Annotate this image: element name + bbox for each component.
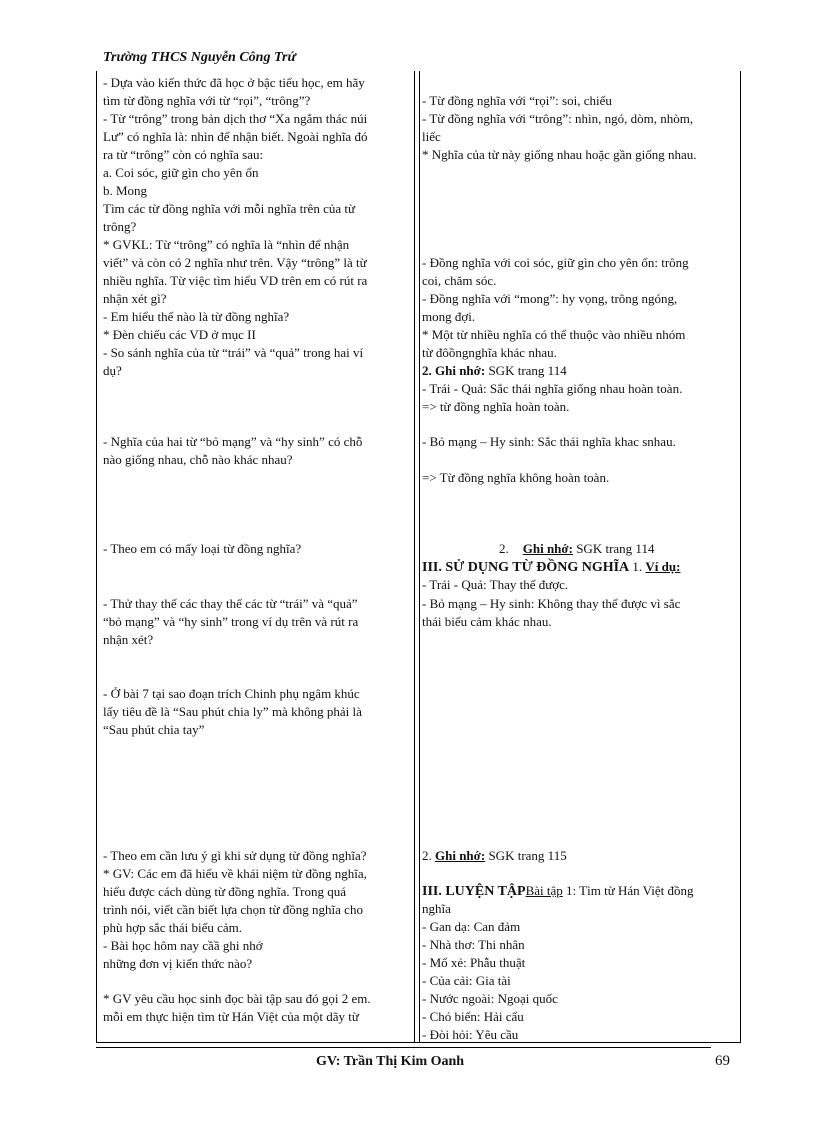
- section-heading-luyen-tap: III. LUYỆN TẬPBài tập 1: Tìm từ Hán Việt đồng: [422, 883, 694, 899]
- student-content-line: - Bỏ mạng – Hy sinh: Không thay thế được vì sắc: [422, 596, 681, 611]
- school-header: Trường THCS Nguyễn Công Trứ: [103, 50, 296, 65]
- exercise-item: - Gan dạ: Can đảm: [422, 919, 521, 934]
- student-content-line: * Nghĩa của từ này giống nhau hoặc gần giống nhau.: [422, 147, 697, 162]
- teacher-activity-line: mỗi em thực hiện tìm từ Hán Việt của một dãy từ: [103, 1009, 359, 1024]
- teacher-activity-line: - Bài học hôm nay cầầ ghi nhớ: [103, 938, 263, 953]
- teacher-activity-line: - Theo em cần lưu ý gì khi sử dụng từ đồng nghĩa?: [103, 848, 367, 863]
- student-content-line: - Trái - Quả: Thay thế được.: [422, 577, 569, 592]
- ghi-nho-label: 2. Ghi nhớ:: [422, 363, 486, 378]
- student-content-line: => từ đồng nghĩa hoàn toàn.: [422, 399, 570, 414]
- student-content-line: - Từ đồng nghĩa với “trông”: nhìn, ngó, dòm, nhòm,: [422, 111, 694, 126]
- teacher-activity-line: những đơn vị kiến thức nào?: [103, 956, 253, 971]
- student-content-line: từ đôồngnghĩa khác nhau.: [422, 345, 557, 360]
- teacher-activity-line: - Theo em có mấy loại từ đồng nghĩa?: [103, 541, 302, 556]
- student-content-line: - Trái - Quả: Sắc thái nghĩa giống nhau hoàn toàn.: [422, 381, 683, 396]
- ghi-nho-label: Ghi nhớ:: [435, 848, 486, 863]
- exercise-item: - Mổ xẻ: Phẫu thuật: [422, 955, 526, 970]
- student-content-line: - Bỏ mạng – Hy sinh: Sắc thái nghĩa khac snhau.: [422, 434, 676, 449]
- column-divider: [414, 71, 420, 1042]
- page-number: 69: [715, 1053, 730, 1069]
- lesson-table: [96, 71, 741, 1043]
- student-content-line: => Từ đồng nghĩa không hoàn toàn.: [422, 470, 610, 485]
- student-content-line: thái biểu cảm khác nhau.: [422, 614, 552, 629]
- teacher-activity-line: - So sánh nghĩa của từ “trái” và “quả” trong hai ví: [103, 345, 364, 360]
- teacher-activity-line: tìm từ đồng nghĩa với từ “rọi”, “trông”?: [103, 93, 311, 108]
- ghi-nho-label: Ghi nhớ:: [522, 541, 573, 556]
- teacher-activity-line: trình nói, viết cần biết lựa chọn từ đồng nghĩa cho: [103, 902, 363, 917]
- teacher-activity-line: nhận xét?: [103, 632, 154, 647]
- student-content-line: liếc: [422, 129, 441, 144]
- teacher-name: GV: Trần Thị Kim Oanh: [316, 1054, 465, 1069]
- teacher-activity-line: - Thử thay thế các thay thế các từ “trái” và “quả”: [103, 596, 358, 611]
- student-content-line: coi, chăm sóc.: [422, 273, 497, 288]
- student-content-line: - Đồng nghĩa với coi sóc, giữ gìn cho yên ổn: trông: [422, 255, 689, 270]
- student-content-line: mong đợi.: [422, 309, 476, 324]
- teacher-activity-line: * GVKL: Từ “trông” có nghĩa là “nhìn để nhận: [103, 237, 350, 252]
- teacher-activity-line: - Ở bài 7 tại sao đoạn trích Chinh phụ ngâm khúc: [103, 686, 360, 701]
- teacher-activity-line: lấy tiêu đề là “Sau phút chia ly” mà không phải là: [103, 704, 362, 719]
- student-content-line: nghĩa: [422, 901, 451, 916]
- teacher-activity-line: nhận xét gì?: [103, 291, 167, 306]
- teacher-activity-line: “Sau phút chia tay”: [103, 722, 205, 737]
- ghi-nho-line: 2. Ghi nhớ: SGK trang 115: [422, 848, 567, 863]
- footer-rule: [96, 1047, 711, 1048]
- teacher-activity-line: * GV: Các em đã hiểu về khái niệm từ đồng nghĩa,: [103, 866, 367, 881]
- teacher-activity-line: * Đèn chiếu các VD ở mục II: [103, 327, 256, 342]
- teacher-activity-line: nào giống nhau, chỗ nào khác nhau?: [103, 452, 293, 467]
- exercise-item: - Của cải: Gia tài: [422, 973, 511, 988]
- teacher-activity-line: a. Coi sóc, giữ gìn cho yên ổn: [103, 165, 259, 180]
- teacher-activity-line: phù hợp sắc thái biểu cảm.: [103, 920, 243, 935]
- student-content-line: - Từ đồng nghĩa với “rọi”: soi, chiếu: [422, 93, 612, 108]
- ghi-nho-line: 2. Ghi nhớ: SGK trang 114: [422, 363, 567, 378]
- teacher-activity-line: ra từ “trông” còn có nghĩa sau:: [103, 147, 264, 162]
- teacher-activity-line: nhiều nghĩa. Từ việc tìm hiểu VD trên em có rút ra: [103, 273, 368, 288]
- teacher-activity-line: - Em hiểu thế nào là từ đồng nghĩa?: [103, 309, 290, 324]
- ghi-nho-line: 2. Ghi nhớ: SGK trang 114: [499, 541, 655, 556]
- teacher-activity-line: hiểu được cách dùng từ đồng nghĩa. Trong quá: [103, 884, 347, 899]
- exercise-item: - Nước ngoài: Ngoại quốc: [422, 991, 558, 1006]
- teacher-activity-line: - Dựa vào kiến thức đã học ở bậc tiểu học, em hãy: [103, 75, 365, 90]
- section-heading-su-dung: III. SỬ DỤNG TỪ ĐỒNG NGHĨA 1. Ví dụ:: [422, 559, 681, 575]
- teacher-activity-line: viết” và còn có 2 nghĩa như trên. Vậy “trông” là từ: [103, 255, 367, 270]
- teacher-activity-line: Lư” có nghĩa là: nhìn để nhận biết. Ngoài nghĩa đó: [103, 129, 368, 144]
- exercise-item: - Đòi hỏi: Yêu cầu: [422, 1027, 519, 1042]
- teacher-activity-line: trông?: [103, 219, 137, 234]
- exercise-item: - Nhà thơ: Thi nhân: [422, 937, 525, 952]
- teacher-activity-line: dụ?: [103, 363, 122, 378]
- student-content-line: * Một từ nhiều nghĩa có thể thuộc vào nhiều nhóm: [422, 327, 686, 342]
- teacher-activity-line: - Từ “trông” trong bản dịch thơ “Xa ngắm thác núi: [103, 111, 368, 126]
- exercise-item: - Chó biển: Hải cẩu: [422, 1009, 524, 1024]
- teacher-activity-line: “bỏ mạng” và “hy sinh” trong ví dụ trên và rút ra: [103, 614, 359, 629]
- student-content-line: - Đồng nghĩa với “mong”: hy vọng, trông ngóng,: [422, 291, 678, 306]
- teacher-activity-line: - Nghĩa của hai từ “bỏ mạng” và “hy sinh” có chỗ: [103, 434, 363, 449]
- teacher-activity-line: * GV yêu cầu học sinh đọc bài tập sau đó gọi 2 em.: [103, 991, 371, 1006]
- teacher-activity-line: b. Mong: [103, 183, 148, 198]
- teacher-activity-line: Tìm các từ đồng nghĩa với mỗi nghĩa trên của từ: [103, 201, 356, 216]
